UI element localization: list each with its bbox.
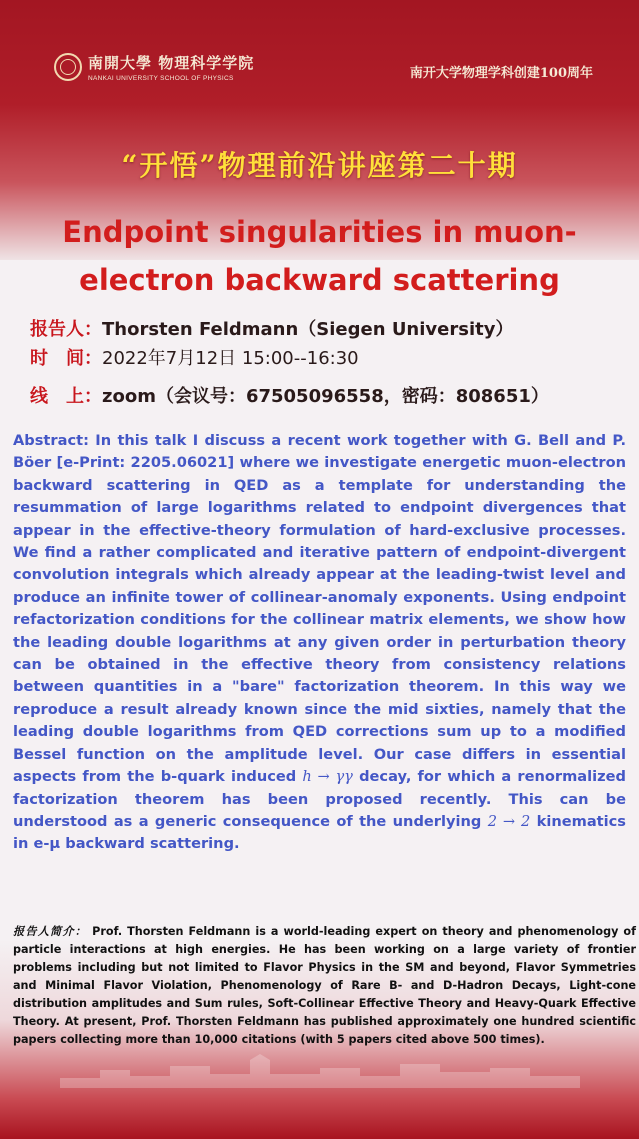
logo-chinese-name: 南開大學 物理科学学院: [88, 54, 255, 72]
university-seal-icon: [54, 53, 82, 81]
bio-label: 报告人简介：: [13, 924, 88, 938]
anniversary-text: 南开大学物理学科创建100周年: [409, 66, 593, 81]
abstract-math-decay: h → γγ: [302, 768, 353, 786]
abstract-text-1: Abstract: In this talk I discuss a recent work together with G. Bell and P. Böer [e-Print: 2205.06021] where we investigate energetic muon-electron backward scattering in QED as a template for understanding the resummation of large logarithms related to endpoint divergences that appear in the effective-theory formulation of hard-exclusive processes. We find a rather complicated and iterative pattern of endpoint-divergent convolution integrals which already appear at the leading-twist level and produce an infinite tower of collinear-anomaly exponents. Using endpoint refactorization conditions for the collinear matrix elements, we show how the leading double logarithms at any given order in perturbation theory can be obtained in the effective theory from consistency relations between quantities in a "bare" factorization theorem. In this way we reproduce a result already known since the mid sixties, namely that the leading double logarithms from QED corrections sum up to a modified Bessel function on the amplitude level. Our case differs in essential aspects from the b-quark induced: [13, 432, 626, 786]
online-row: [30, 382, 549, 408]
talk-title-line-2: electron backward scattering: [79, 263, 560, 297]
speaker-value: Thorsten Feldmann（Siegen University）: [102, 319, 514, 340]
time-value: 2022年7月12日 15:00--16:30: [102, 348, 359, 369]
campus-skyline-decoration: [60, 1048, 580, 1088]
online-label: 线 上：: [30, 386, 102, 407]
lecture-series-title: “开悟”物理前沿讲座第二十期: [121, 149, 518, 182]
time-label: 时 间：: [30, 348, 102, 369]
abstract-paragraph: [13, 430, 626, 856]
speaker-label: 报告人：: [30, 319, 102, 340]
abstract-text-3: kinematics in e-μ backward scattering.: [13, 812, 626, 853]
online-value: zoom（会议号：67505096558，密码：808651）: [102, 386, 549, 407]
speaker-row: [30, 315, 513, 341]
university-logo: [54, 52, 254, 82]
talk-title: [0, 208, 639, 304]
talk-title-line-1: Endpoint singularities in muon-: [62, 215, 577, 249]
bio-text: Prof. Thorsten Feldmann is a world-leading expert on theory and phenomenology of particle interactions at high energies. He has been working on a large variety of frontier problems including but not limited to Flavor Physics in the SM and beyond, Flavor Symmetries and Minimal Flavor Violation, Phenomenology of Rare B- and D-Hadron Decays, Light-cone distribution amplitudes and Sum rules, Soft-Collinear Effective Theory and Heavy-Quark Effective Theory. At present, Prof. Thorsten Feldmann has published approximately one hundred scientific papers collecting more than 10,000 citations (with 5 papers cited above 500 times).: [13, 925, 636, 1046]
speaker-bio: [13, 922, 636, 1049]
abstract-math-kinematics: 2 → 2: [487, 812, 531, 830]
logo-english-name: NANKAI UNIVERSITY SCHOOL OF PHYSICS: [88, 75, 234, 82]
time-row: [30, 344, 359, 370]
abstract-text-2: decay, for which a renormalized factorization theorem has been proposed recently. This can be understood as a generic consequence of the underlying: [13, 768, 626, 830]
